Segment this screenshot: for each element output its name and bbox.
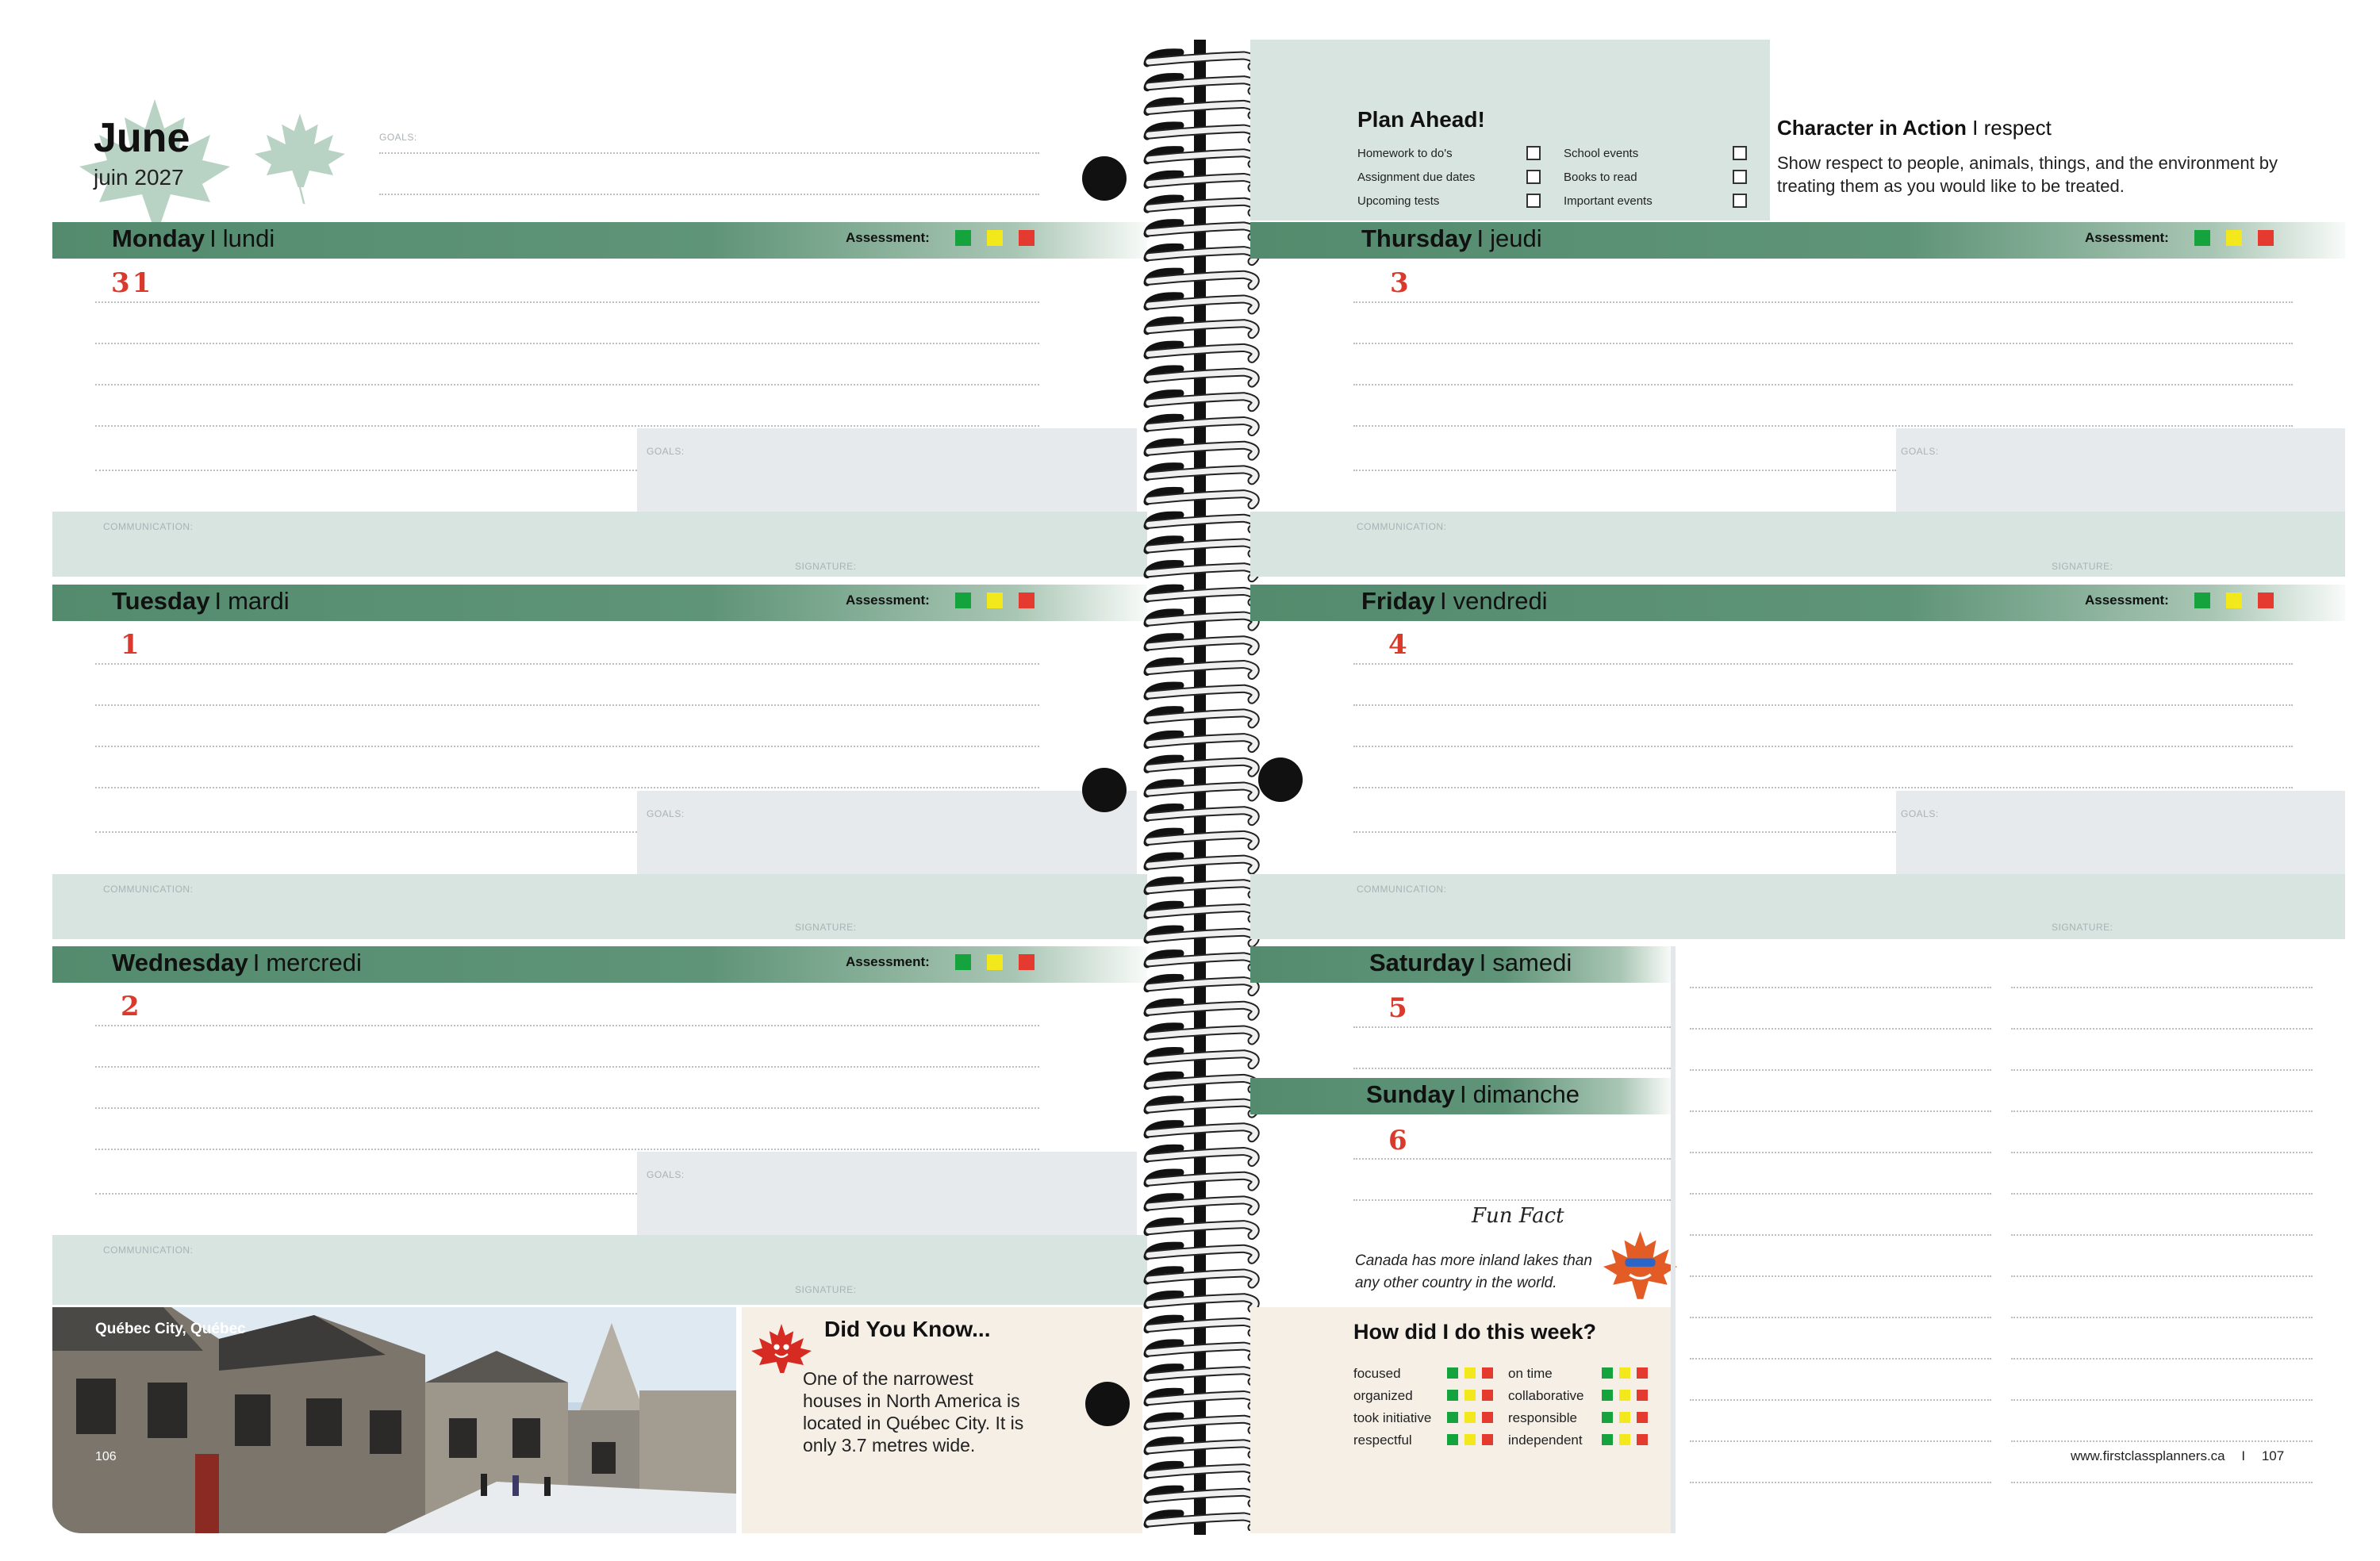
spiral-coil [1147,685,1255,700]
assessment-green-box[interactable] [2194,230,2210,246]
plan-checkbox[interactable] [1733,146,1747,160]
writing-line[interactable] [1353,1026,1671,1028]
spiral-coil [1147,783,1255,797]
spiral-coil [1147,1270,1255,1284]
goals-box-tuesday[interactable]: GOALS: [637,791,1137,874]
notes-line[interactable] [2011,1028,2313,1030]
writing-line[interactable] [1353,1068,1671,1069]
notes-line[interactable] [1690,1358,1991,1360]
assessment-green-box[interactable] [955,954,971,970]
writing-line[interactable] [95,1107,1039,1109]
spiral-coil [1147,1050,1255,1064]
rating-box[interactable] [1482,1412,1493,1423]
plan-checkbox[interactable] [1733,170,1747,184]
notes-line[interactable] [1690,1482,1991,1483]
rating-box[interactable] [1602,1367,1613,1379]
writing-line[interactable] [95,1149,1039,1150]
date-number-thursday: 3 [1390,267,1411,299]
spiral-coil [1147,807,1255,821]
photo-caption: Québec City, Québec [95,1321,246,1337]
communication-box-monday[interactable]: COMMUNICATION: SIGNATURE: [52,512,1147,577]
spiral-coil [1147,1221,1255,1235]
rating-box[interactable] [1464,1412,1476,1423]
rating-box[interactable] [1637,1412,1648,1423]
date-number-wednesday: 2 [121,991,142,1022]
spiral-coil [1147,442,1255,456]
rating-box[interactable] [1602,1412,1613,1423]
binder-hole [1258,757,1303,802]
notes-line[interactable] [1690,1069,1991,1071]
date-number-monday: 31 [111,267,154,299]
spiral-coil [1147,856,1255,870]
spiral-coil [1147,174,1255,188]
notes-line[interactable] [2011,1399,2313,1401]
writing-line[interactable] [1353,384,2293,385]
spiral-coil [1147,977,1255,991]
assessment-red-box[interactable] [1019,593,1035,608]
day-label-monday: Monday I lundi [112,224,275,252]
maple-leaf-outline-icon [252,97,347,204]
spiral-coil [1147,1245,1255,1260]
how-item: organized [1353,1388,1413,1403]
spiral-coil [1147,1124,1255,1138]
spiral-coil [1147,76,1255,90]
assessment-yellow-box[interactable] [2226,230,2242,246]
writing-line[interactable] [95,704,1039,706]
notes-line[interactable] [2011,1358,2313,1360]
spiral-coil [1147,223,1255,237]
goals-box-wednesday[interactable]: GOALS: [637,1152,1137,1235]
spiral-coil [1147,1464,1255,1479]
how-item: respectful [1353,1433,1412,1448]
rating-box[interactable] [1464,1434,1476,1445]
writing-line[interactable] [1353,343,2293,344]
rating-box[interactable] [1447,1434,1458,1445]
footer: www.firstclassplanners.ca I 107 [2071,1448,2285,1463]
spiral-coil [1147,588,1255,602]
day-label-tuesday: Tuesday I mardi [112,587,290,615]
date-number-sunday: 6 [1388,1125,1410,1156]
day-bar-friday [1250,585,2345,621]
month-title: June [94,115,190,161]
rating-box[interactable] [1602,1390,1613,1401]
spiral-coil [1147,1148,1255,1162]
writing-line[interactable] [1353,704,2293,706]
goals-box-thursday[interactable]: GOALS: [1896,428,2345,512]
writing-line[interactable] [1353,1158,1671,1160]
binder-hole [1082,768,1127,812]
spiral-coil [1147,369,1255,383]
day-label-thursday: Thursday I jeudi [1361,224,1542,252]
assessment-label: Assessment: [2085,230,2169,245]
spiral-coil [1147,247,1255,261]
writing-line[interactable] [95,343,1039,344]
page-number-right: 107 [2261,1448,2285,1463]
plan-item: Upcoming tests [1357,194,1440,208]
spiral-coil [1147,1440,1255,1455]
maple-mascot-icon [1603,1225,1678,1305]
notes-line[interactable] [2011,1152,2313,1153]
spiral-binding [1133,46,1268,1531]
spiral-coil [1147,296,1255,310]
spiral-coil [1147,490,1255,504]
spiral-coil [1147,539,1255,554]
plan-item: School events [1564,147,1639,160]
column-divider [1671,946,1676,1533]
spiral-coil [1147,1391,1255,1406]
rating-box[interactable] [1619,1412,1630,1423]
spiral-coil [1147,734,1255,748]
rating-box[interactable] [1482,1367,1493,1379]
assessment-red-box[interactable] [1019,954,1035,970]
writing-line[interactable] [95,425,1039,427]
plan-ahead-panel [1250,40,1770,221]
date-number-friday: 4 [1388,629,1410,661]
assessment-label: Assessment: [2085,593,2169,608]
did-you-know-text: One of the narrowest houses in North America is located in Québec City. It is only 3.7 metres wide. [803,1368,1024,1456]
spiral-coil [1147,612,1255,627]
notes-line[interactable] [2011,987,2313,988]
spiral-coil [1147,393,1255,408]
notes-line[interactable] [1690,987,1991,988]
assessment-yellow-box[interactable] [987,593,1003,608]
spiral-coil [1147,344,1255,359]
spiral-coil [1147,320,1255,334]
spiral-coil [1147,198,1255,213]
notes-line[interactable] [1690,1152,1991,1153]
notes-line[interactable] [1690,1193,1991,1195]
month-subtitle: juin 2027 [94,165,184,190]
assessment-label: Assessment: [846,230,930,245]
writing-line[interactable] [1353,1199,1671,1201]
did-you-know-panel [742,1307,1142,1533]
plan-checkbox[interactable] [1526,170,1541,184]
spiral-coil [1147,1099,1255,1114]
day-bar-thursday [1250,222,2345,259]
spiral-coil [1147,1294,1255,1308]
notes-line[interactable] [2011,1069,2313,1071]
date-number-saturday: 5 [1388,992,1410,1024]
day-bar-wednesday [52,946,1147,983]
binder-hole [1082,156,1127,201]
character-heading: Character in Action I respect [1777,116,2052,140]
spiral-coil [1147,1343,1255,1357]
assessment-red-box[interactable] [2258,230,2274,246]
how-item: on time [1508,1366,1553,1381]
spiral-coil [1147,466,1255,481]
writing-line[interactable] [95,1025,1039,1026]
writing-line[interactable] [95,787,1039,788]
goals-label-header: GOALS: [379,132,417,143]
how-item: took initiative [1353,1410,1432,1425]
notes-line[interactable] [1690,1275,1991,1277]
assessment-red-box[interactable] [2258,593,2274,608]
rating-box[interactable] [1447,1367,1458,1379]
spiral-coil [1147,563,1255,577]
how-did-panel [1250,1307,1671,1533]
rating-box[interactable] [1637,1390,1648,1401]
day-label-sunday: Sunday I dimanche [1366,1080,1580,1108]
day-bar-tuesday [52,585,1147,621]
how-item: independent [1508,1433,1583,1448]
spiral-coil [1147,1416,1255,1430]
notes-line[interactable] [2011,1275,2313,1277]
notes-line[interactable] [2011,1110,2313,1112]
did-you-know-title: Did You Know... [824,1317,991,1341]
spiral-coil [1147,1318,1255,1333]
plan-checkbox[interactable] [1526,194,1541,208]
spiral-coil [1147,831,1255,846]
plan-item: Assignment due dates [1357,171,1476,184]
street-scene-image [52,1307,736,1533]
notes-line[interactable] [1690,1440,1991,1442]
communication-box-friday[interactable]: COMMUNICATION: SIGNATURE: [1250,874,2345,939]
spiral-coil [1147,661,1255,675]
day-label-friday: Friday I vendredi [1361,587,1548,615]
spiral-coil [1147,880,1255,895]
communication-box-tuesday[interactable]: COMMUNICATION: SIGNATURE: [52,874,1147,939]
communication-box-thursday[interactable]: COMMUNICATION: SIGNATURE: [1250,512,2345,577]
binder-hole [1085,1382,1130,1426]
day-label-saturday: Saturday I samedi [1369,949,1572,976]
writing-line[interactable] [1353,746,2293,747]
spiral-coil [1147,1489,1255,1503]
writing-line[interactable] [95,1066,1039,1068]
notes-line[interactable] [2011,1482,2313,1483]
goals-box-friday[interactable]: GOALS: [1896,791,2345,874]
character-text: Show respect to people, animals, things, and the environment by treating them as you would like to be treated. [1777,153,2278,196]
character-in-action [1777,116,2332,198]
notes-line[interactable] [1690,1028,1991,1030]
spiral-coil [1147,1002,1255,1016]
goals-line[interactable] [379,194,1039,195]
assessment-green-box[interactable] [955,230,971,246]
writing-line[interactable] [1353,831,1896,833]
assessment-yellow-box[interactable] [2226,593,2242,608]
rating-box[interactable] [1637,1367,1648,1379]
spiral-coil [1147,125,1255,140]
spiral-coil [1147,1026,1255,1041]
spiral-coil [1147,150,1255,164]
writing-line[interactable] [95,301,1039,303]
notes-line[interactable] [2011,1193,2313,1195]
rating-box[interactable] [1619,1434,1630,1445]
assessment-green-box[interactable] [2194,593,2210,608]
writing-line[interactable] [95,831,637,833]
spiral-coil [1147,953,1255,968]
writing-line[interactable] [1353,301,2293,303]
how-item: responsible [1508,1410,1577,1425]
rating-box[interactable] [1464,1367,1476,1379]
rating-box[interactable] [1637,1434,1648,1445]
spiral-coil [1147,710,1255,724]
rating-box[interactable] [1619,1367,1630,1379]
assessment-yellow-box[interactable] [987,230,1003,246]
notes-line[interactable] [2011,1317,2313,1318]
spiral-coil [1147,515,1255,529]
plan-item: Books to read [1564,171,1637,184]
spiral-coil [1147,929,1255,943]
plan-ahead-title: Plan Ahead! [1357,107,1485,132]
how-item: collaborative [1508,1388,1584,1403]
notes-line[interactable] [1690,1110,1991,1112]
page-number-left: 106 [95,1450,117,1463]
spiral-coil [1147,758,1255,773]
spiral-coil [1147,1172,1255,1187]
plan-item: Homework to do's [1357,147,1453,160]
writing-line[interactable] [95,746,1039,747]
notes-line[interactable] [1690,1399,1991,1401]
spiral-coil [1147,52,1255,67]
assessment-label: Assessment: [846,954,930,969]
spiral-coil [1147,101,1255,115]
rating-box[interactable] [1619,1390,1630,1401]
goals-line[interactable] [379,152,1039,154]
writing-line[interactable] [95,1193,637,1195]
plan-item: Important events [1564,194,1653,208]
rating-box[interactable] [1602,1434,1613,1445]
writing-line[interactable] [1353,470,1896,471]
day-bar-sunday [1250,1078,1671,1114]
notes-line[interactable] [2011,1234,2313,1236]
spiral-coil [1147,1197,1255,1211]
plan-checkbox[interactable] [1526,146,1541,160]
assessment-yellow-box[interactable] [987,954,1003,970]
how-item: focused [1353,1366,1401,1381]
writing-line[interactable] [1353,663,2293,665]
communication-box-wednesday[interactable]: COMMUNICATION: SIGNATURE: [52,1235,1147,1305]
notes-line[interactable] [1690,1317,1991,1318]
fun-fact-text: Canada has more inland lakes than any other country in the world. [1355,1252,1592,1291]
spiral-coil [1147,1367,1255,1382]
rating-box[interactable] [1447,1390,1458,1401]
plan-checkbox[interactable] [1733,194,1747,208]
assessment-label: Assessment: [846,593,930,608]
goals-box-monday[interactable]: GOALS: [637,428,1137,512]
writing-line[interactable] [95,384,1039,385]
assessment-green-box[interactable] [955,593,971,608]
writing-line[interactable] [1353,425,2293,427]
assessment-red-box[interactable] [1019,230,1035,246]
date-number-tuesday: 1 [121,629,142,661]
day-label-wednesday: Wednesday I mercredi [112,949,362,976]
writing-line[interactable] [1353,787,2293,788]
writing-line[interactable] [95,663,1039,665]
spiral-coil [1147,637,1255,651]
photo-quebec-city [52,1307,736,1533]
spiral-coil [1147,1513,1255,1528]
day-bar-monday [52,222,1147,259]
rating-box[interactable] [1482,1434,1493,1445]
website-link[interactable]: www.firstclassplanners.ca [2071,1448,2225,1463]
spiral-coil [1147,904,1255,919]
rating-box[interactable] [1482,1390,1493,1401]
notes-line[interactable] [2011,1440,2313,1442]
fun-fact-title: Fun Fact [1472,1204,1564,1228]
rating-box[interactable] [1464,1390,1476,1401]
day-bar-saturday [1250,946,1671,983]
spiral-coil [1147,1075,1255,1089]
spiral-coil [1147,417,1255,431]
notes-line[interactable] [1690,1234,1991,1236]
rating-box[interactable] [1447,1412,1458,1423]
spiral-coil [1147,271,1255,286]
how-did-title: How did I do this week? [1353,1320,1597,1344]
writing-line[interactable] [95,470,637,471]
